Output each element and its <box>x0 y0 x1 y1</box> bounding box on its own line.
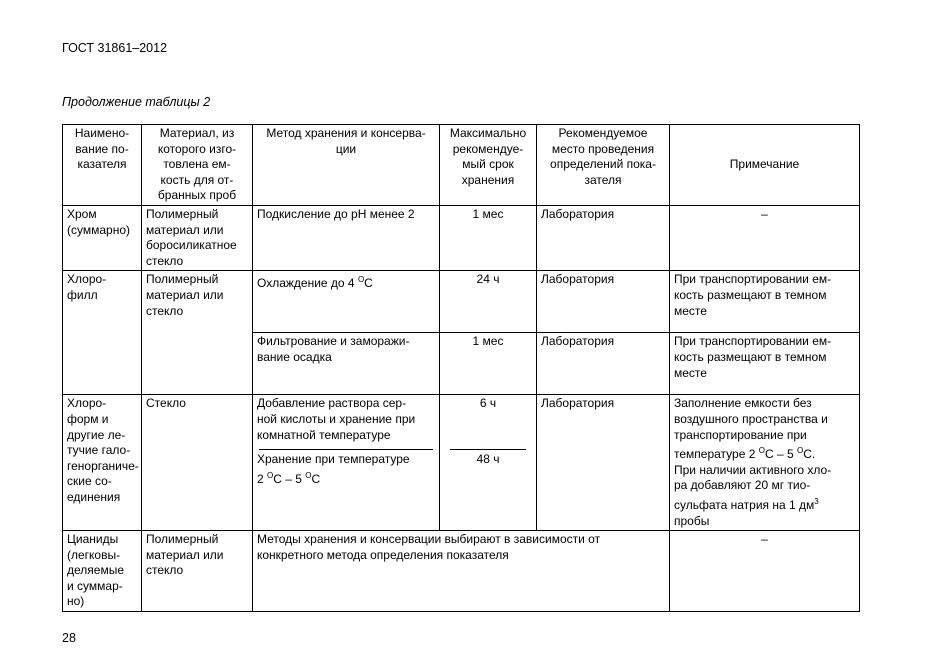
table-header-row <box>63 125 860 206</box>
chlorophyll-place-2: Лаборатория <box>541 334 615 349</box>
chloroform-note-cubic: 3 <box>814 496 819 506</box>
header-name <box>63 125 142 206</box>
header-method-text: Метод хранения и консерва- ции <box>266 126 426 156</box>
header-material <box>142 125 253 206</box>
header-note <box>670 125 860 206</box>
chloroform-note <box>674 396 831 527</box>
cyanides-material: Полимерный материал или стекло <box>146 532 224 578</box>
chrome-note: – <box>761 206 768 221</box>
chloroform-method-2-degree-2: О <box>305 470 312 480</box>
chrome-name: Хром (суммарно) <box>67 206 131 237</box>
table-caption: Продолжение таблицы 2 <box>62 95 211 109</box>
chrome-material: Полимерный материал или боросиликатное стекло <box>146 206 237 268</box>
header-place-text: Рекомендуемое место проведения определений пока- зателя <box>550 126 656 187</box>
table-row-chlorophyll-1 <box>63 271 860 333</box>
cyanides-note: – <box>761 532 768 547</box>
chlorophyll-material: Полимерный материал или стекло <box>146 272 224 318</box>
table-row-chrome <box>63 205 860 270</box>
chlorophyll-place-1: Лаборатория <box>541 272 615 287</box>
chloroform-method-2 <box>257 452 435 487</box>
chlorophyll-method-1-prefix: Охлаждение до 4 <box>257 276 358 291</box>
chloroform-method-1: Добавление раствора сер- ной кислоты и хранение при комнатной температуре <box>257 396 416 442</box>
chlorophyll-note-2: При транспортировании ем- кость размещают в темном месте <box>674 334 832 380</box>
chloroform-material: Стекло <box>146 396 186 411</box>
chlorophyll-name: Хлоро- филл <box>67 272 107 302</box>
chloroform-place: Лаборатория <box>541 396 615 411</box>
chloroform-note-degree-1: О <box>758 446 765 456</box>
cyanides-name: Цианиды (легковы- деляемые и суммар- но) <box>67 532 124 609</box>
header-method <box>253 125 440 206</box>
chloroform-method-2-c: С <box>311 471 321 486</box>
chloroform-note-c: С. При наличии активного хло- ра добавляют 20 мг тио- сульфата натрия на 1 дм <box>674 447 832 512</box>
chloroform-method-2-degree-1: О <box>267 470 274 480</box>
term-divider <box>450 449 526 450</box>
header-place <box>537 125 670 206</box>
chlorophyll-term-1: 24 ч <box>476 272 500 287</box>
storage-table <box>62 124 860 612</box>
chloroform-term-1: 6 ч <box>479 396 497 411</box>
chlorophyll-method-1 <box>257 276 373 290</box>
page-number: 28 <box>62 631 76 645</box>
chrome-term: 1 мес <box>472 206 504 221</box>
chloroform-name: Хлоро- форм и другие ле- тучие гало- генорганиче- ские со- единения <box>67 396 139 504</box>
header-material-text: Материал, из которого изго- товлена ем- кость для от- бранных проб <box>157 126 237 203</box>
standard-header: ГОСТ 31861–2012 <box>62 41 168 55</box>
chrome-place: Лаборатория <box>541 206 615 221</box>
chloroform-method-2-b: С – 5 <box>273 471 306 486</box>
chloroform-term-2: 48 ч <box>476 451 500 466</box>
chloroform-note-a: Заполнение емкости без воздушного пространства и транспортирование при температуре 2 <box>674 396 828 462</box>
table-row-chlorophyll-2 <box>63 333 860 395</box>
header-term <box>440 125 537 206</box>
chloroform-note-b: С – 5 <box>764 447 797 462</box>
chlorophyll-method-1-degree: О <box>357 275 365 285</box>
header-term-text: Максимально рекомендуе- мый срок хранения <box>449 126 527 187</box>
header-note-text: Примечание <box>729 157 800 172</box>
chrome-method: Подкисление до pH менее 2 <box>257 206 415 221</box>
chloroform-note-d: пробы <box>674 513 710 528</box>
chlorophyll-method-2: Фильтрование и заморажи- вание осадка <box>257 334 410 364</box>
table-row-cyanides <box>63 531 860 612</box>
header-name-text: Наимено- вание по- казателя <box>74 126 130 172</box>
chloroform-method-2-a: Хранение при температуре 2 <box>257 452 410 486</box>
chlorophyll-term-2: 1 мес <box>472 334 504 349</box>
chlorophyll-method-1-suffix: С <box>364 276 373 291</box>
table-row-chloroform <box>63 395 860 531</box>
cyanides-method: Методы хранения и консервации выбирают в зависимости от конкретного метода определения показателя <box>257 532 601 562</box>
chloroform-note-degree-2: О <box>796 446 804 456</box>
method-divider <box>259 449 433 450</box>
chlorophyll-note-1: При транспортировании ем- кость размещают в темном месте <box>674 272 832 318</box>
